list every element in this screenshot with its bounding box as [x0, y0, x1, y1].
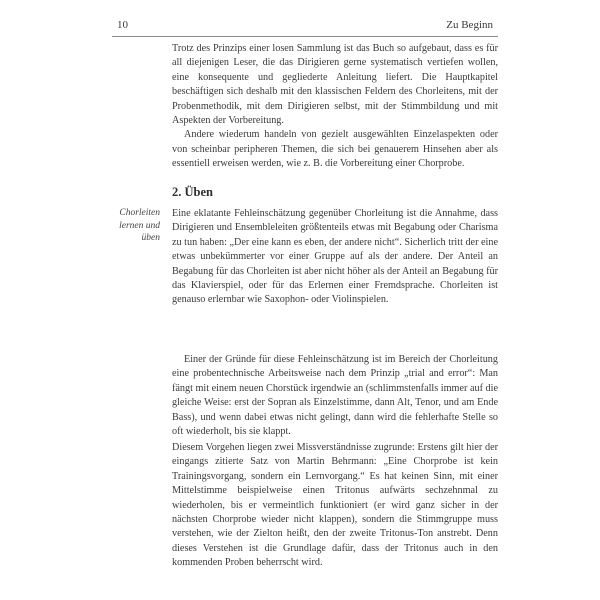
- intro-text-block: [172, 42, 498, 172]
- page-header: [112, 18, 498, 37]
- running-head: Zu Beginn: [446, 19, 493, 31]
- paragraph: Trotz des Prinzips einer losen Sammlung ist das Buch so aufgebaut, dass es für all diejenigen Leser, die das Dirigieren gerne systematisch vertiefen wollen, eine konsequente und gegliederte Anleitung liefert. Die Hauptkapitel beschäftigen sich deshalb mit den klassischen Feldern des Chorleitens, mit der Probenmethodik, mit dem Dirigieren selbst, mit der Stimmbildung und mit Aspekten der Vorbereitung.: [172, 43, 498, 127]
- page-number: 10: [117, 19, 128, 31]
- paragraph: Diesem Vorgehen liegen zwei Missverständnisse zugrunde: Erstens gilt hier der eingangs zitierte Satz von Martin Behrmann: „Eine Chorprobe ist kein Trainingsvorgang, sondern ein Lernvorgang.“ Es hat keinen Sinn, mit einer Mittelstimme beispielweise einen Tritonus aufwärts sechzehnmal zu wiederholen, bis er vermeintlich funktioniert (er wird ganz sicher in der nächsten Chorprobe wieder nicht klappen), sondern die Stimmgruppe muss verstehen, wie der Zielton heißt, den der zweite Tritonus-Ton anstrebt. Denn dieses Verstehen ist die Grundlage dafür, dass der Tritonus auch in den kommenden Proben beherrscht wird.: [172, 442, 498, 569]
- section-heading: 2. Üben: [172, 185, 213, 199]
- paragraph: Eine eklatante Fehleinschätzung gegenüber Chorleitung ist die Annahme, dass Dirigieren und Ensembleleiten größtenteils etwas mit Begabung oder Charisma zu tun haben: „Der eine kann es eben, der andere nicht“. Sicherlich tritt der eine etwas unbekümmerter vor einer Gruppe auf als der andere. Der Anteil an Begabung für das Chorleiten ist aber nicht höher als der Anteil an Begabung für das Klavierspiel, oder für das Erlernen einer Fremdsprache. Chorleiten ist genauso erlernbar wie Saxophon- oder Violinspielen.: [172, 208, 498, 306]
- margin-note: Chorleiten lernen und üben: [119, 208, 160, 244]
- section-text-block: [172, 441, 498, 571]
- paragraph: Andere wiederum handeln von gezielt ausgewählten Einzelaspekten oder von scheinbar peripheren Themen, die sich bei genauerem Hinsehen aber als essentiell erweisen werden, wie z. B. die Vorbereitung einer Chorprobe.: [172, 129, 498, 170]
- paragraph: Einer der Gründe für diese Fehleinschätzung ist im Bereich der Chorleitung eine probentechnische Arbeitsweise nach dem Prinzip „trial and error“: Man fängt mit einem neuen Chorstück irgendwie an (schlimmstenfalls immer auf die gleiche Weise: erst der Sopran als Einzelstimme, dann Alt, Tenor, und am Ende Bass), und wenn dabei etwas nicht gelingt, dann wird die fehlerhafte Stelle so oft wiederholt, bis sie klappt.: [172, 354, 498, 438]
- section-text-block: [172, 353, 498, 439]
- section-text-block: [172, 207, 498, 308]
